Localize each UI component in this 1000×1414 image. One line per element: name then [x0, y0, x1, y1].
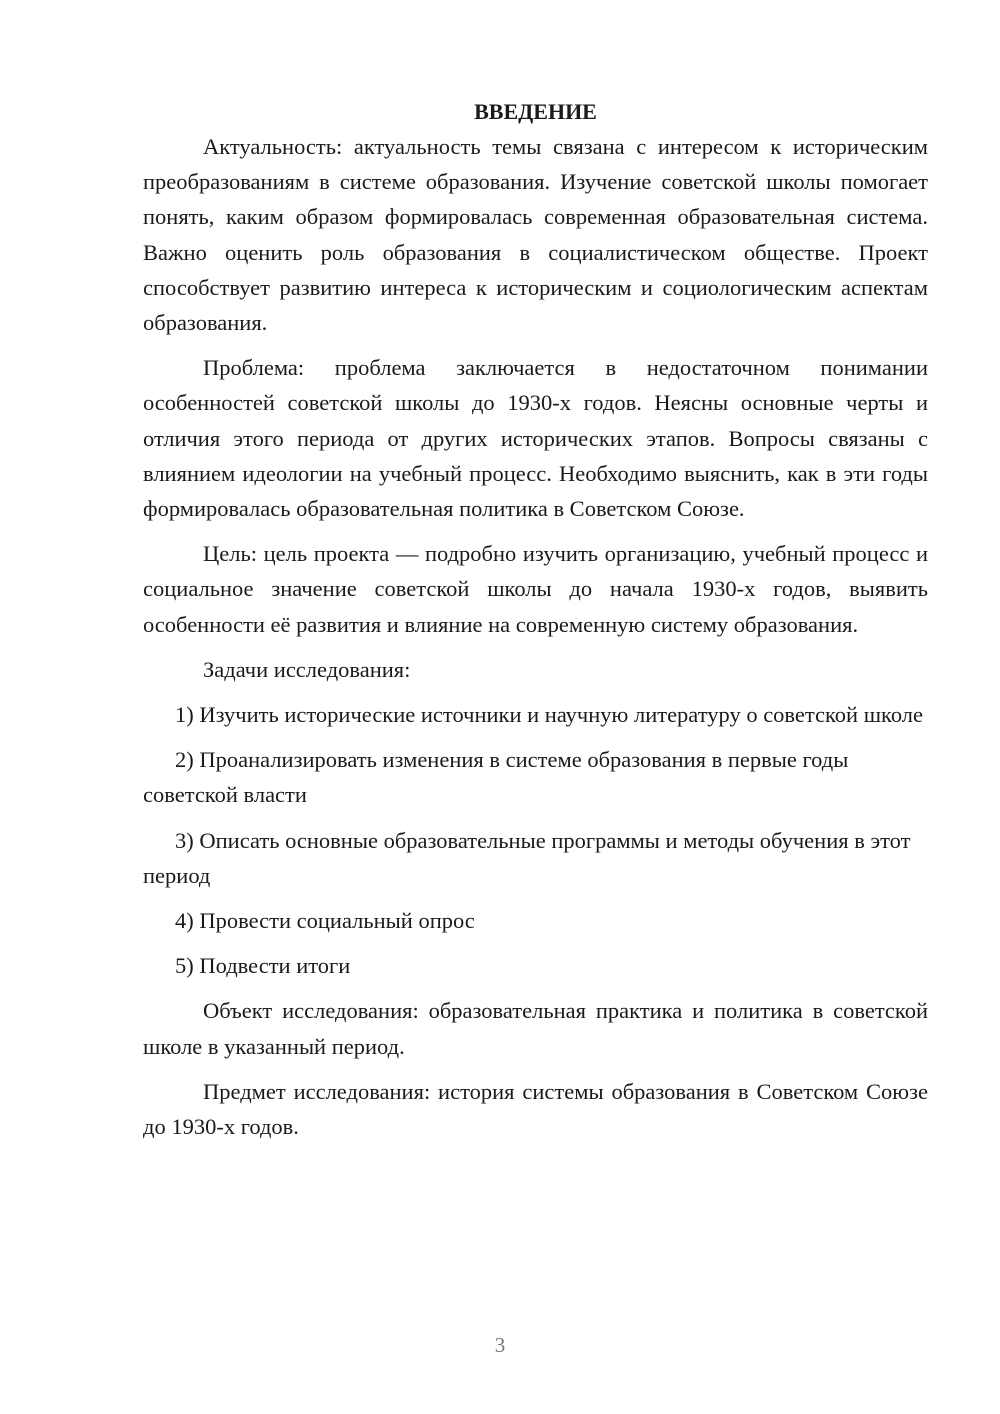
task-item-1: 1) Изучить исторические источники и научную литературу о советской школе — [175, 702, 923, 728]
goal-paragraph: Цель: цель проекта — подробно изучить организацию, учебный процесс и социальное значение советской школы до начала 1930-х годов, выявить особенности её развития и влияние на современную систему образования. — [143, 541, 928, 637]
task-item-3: 3) Описать основные образовательные программы и методы обучения в этот период — [143, 827, 911, 888]
task-item-4: 4) Провести социальный опрос — [175, 908, 475, 934]
task-item-5: 5) Подвести итоги — [175, 953, 351, 979]
page-title: ВВЕДЕНИЕ — [474, 99, 597, 124]
task-item-2: 2) Проанализировать изменения в системе образования в первые годы советской власти — [143, 747, 849, 808]
relevance-paragraph: Актуальность: актуальность темы связана с интересом к историческим преобразованиям в системе образования. Изучение советской школы помогает понять, каким образом формировалась современная образовательная система. Важно оценить роль образования в социалистическом обществе. Проект способствует развитию интереса к историческим и социологическим аспектам образования. — [143, 134, 928, 336]
object-paragraph: Объект исследования: образовательная практика и политика в советской школе в указанный период. — [143, 998, 928, 1059]
page-content — [143, 94, 928, 1154]
problem-paragraph: Проблема: проблема заключается в недостаточном понимании особенностей советской школы до 1930-х годов. Неясны основные черты и отличия этого периода от других исторических этапов. Вопросы связаны с влиянием идеологии на учебный процесс. Необходимо выяснить, как в эти годы формировалась образовательная политика в Советском Союзе. — [143, 355, 928, 522]
page-number: 3 — [494, 1333, 506, 1357]
tasks-heading: Задачи исследования: — [203, 656, 411, 682]
subject-paragraph: Предмет исследования: история системы образования в Советском Союзе до 1930-х годов. — [143, 1078, 928, 1140]
